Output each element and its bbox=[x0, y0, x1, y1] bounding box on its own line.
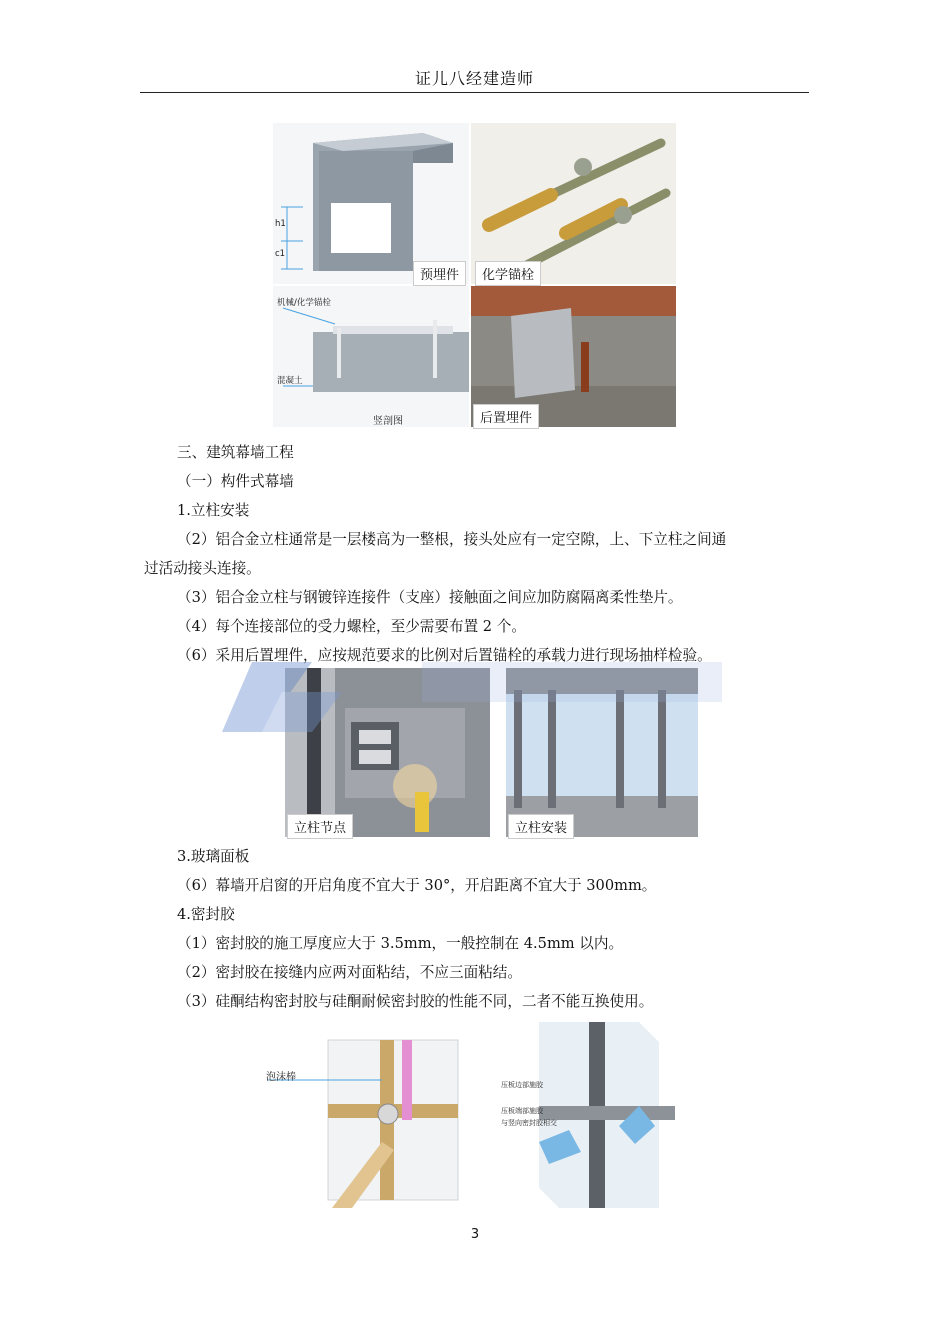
paragraph-sealant-2: （2）密封胶在接缝内应两对面粘结，不应三面粘结。 bbox=[177, 964, 522, 981]
label-vertical-intersect: 与竖向密封胶相交 bbox=[501, 1119, 557, 1127]
concrete-label: 混凝土 bbox=[277, 376, 303, 386]
h1-label: h1 bbox=[275, 219, 286, 229]
item-heading-glass: 3.玻璃面板 bbox=[177, 848, 250, 865]
item-heading-sealant: 4.密封胶 bbox=[177, 906, 235, 923]
paragraph-column-2: （2）铝合金立柱通常是一层楼高为一整根，接头处应有一定空隙，上、下立柱之间通 bbox=[177, 531, 727, 548]
paragraph-sealant-3: （3）硅酮结构密封胶与硅酮耐候密封胶的性能不同，二者不能互换使用。 bbox=[177, 993, 654, 1010]
caption-column-node: 立柱节点 bbox=[287, 814, 353, 839]
column-node-image bbox=[285, 668, 490, 837]
anchor-label: 机械/化学锚栓 bbox=[277, 298, 331, 308]
caption-column-install: 立柱安装 bbox=[508, 814, 574, 839]
post-embedded-part-image bbox=[471, 286, 676, 427]
pressure-plate-image bbox=[499, 1022, 675, 1208]
page-header: 证儿八经建造师 bbox=[414, 69, 534, 88]
section-view-image bbox=[273, 286, 469, 427]
paragraph-column-3: （3）铝合金立柱与钢镀锌连接件（支座）接触面之间应加防腐隔离柔性垫片。 bbox=[177, 589, 683, 606]
foam-rod-image bbox=[262, 1032, 487, 1208]
label-plate-end: 压板端部施胶 bbox=[501, 1107, 543, 1115]
paragraph-glass-6: （6）幕墙开启窗的开启角度不宜大于 30°，开启距离不宜大于 300mm。 bbox=[177, 877, 657, 894]
c1-label: c1 bbox=[275, 249, 286, 259]
header-rule bbox=[140, 92, 809, 93]
paragraph-column-4: （4）每个连接部位的受力螺栓，至少需要布置 2 个。 bbox=[177, 618, 526, 635]
page-number: 3 bbox=[470, 1227, 480, 1242]
section-heading: 三、建筑幕墙工程 bbox=[177, 444, 294, 461]
label-plate-edge: 压板边部施胶 bbox=[501, 1081, 543, 1089]
paragraph-sealant-1: （1）密封胶的施工厚度应大于 3.5mm，一般控制在 4.5mm 以内。 bbox=[177, 935, 624, 952]
embedded-part-image bbox=[273, 123, 469, 284]
chemical-anchor-image bbox=[471, 123, 676, 284]
paragraph-column-2-cont: 过活动接头连接。 bbox=[144, 560, 261, 577]
caption-chemical-anchor: 化学锚栓 bbox=[475, 261, 541, 286]
item-heading-column: 1.立柱安装 bbox=[177, 502, 250, 519]
caption-embedded-part: 预埋件 bbox=[413, 261, 466, 286]
column-install-image bbox=[506, 668, 698, 837]
subsection-heading: （一）构件式幕墙 bbox=[177, 473, 294, 490]
paragraph-column-6: （6）采用后置埋件，应按规范要求的比例对后置锚栓的承载力进行现场抽样检验。 bbox=[177, 647, 712, 664]
foam-label: 泡沫棒 bbox=[266, 1072, 296, 1083]
caption-section-view: 竖剖图 bbox=[373, 416, 403, 427]
caption-post-embedded-part: 后置埋件 bbox=[473, 404, 539, 429]
